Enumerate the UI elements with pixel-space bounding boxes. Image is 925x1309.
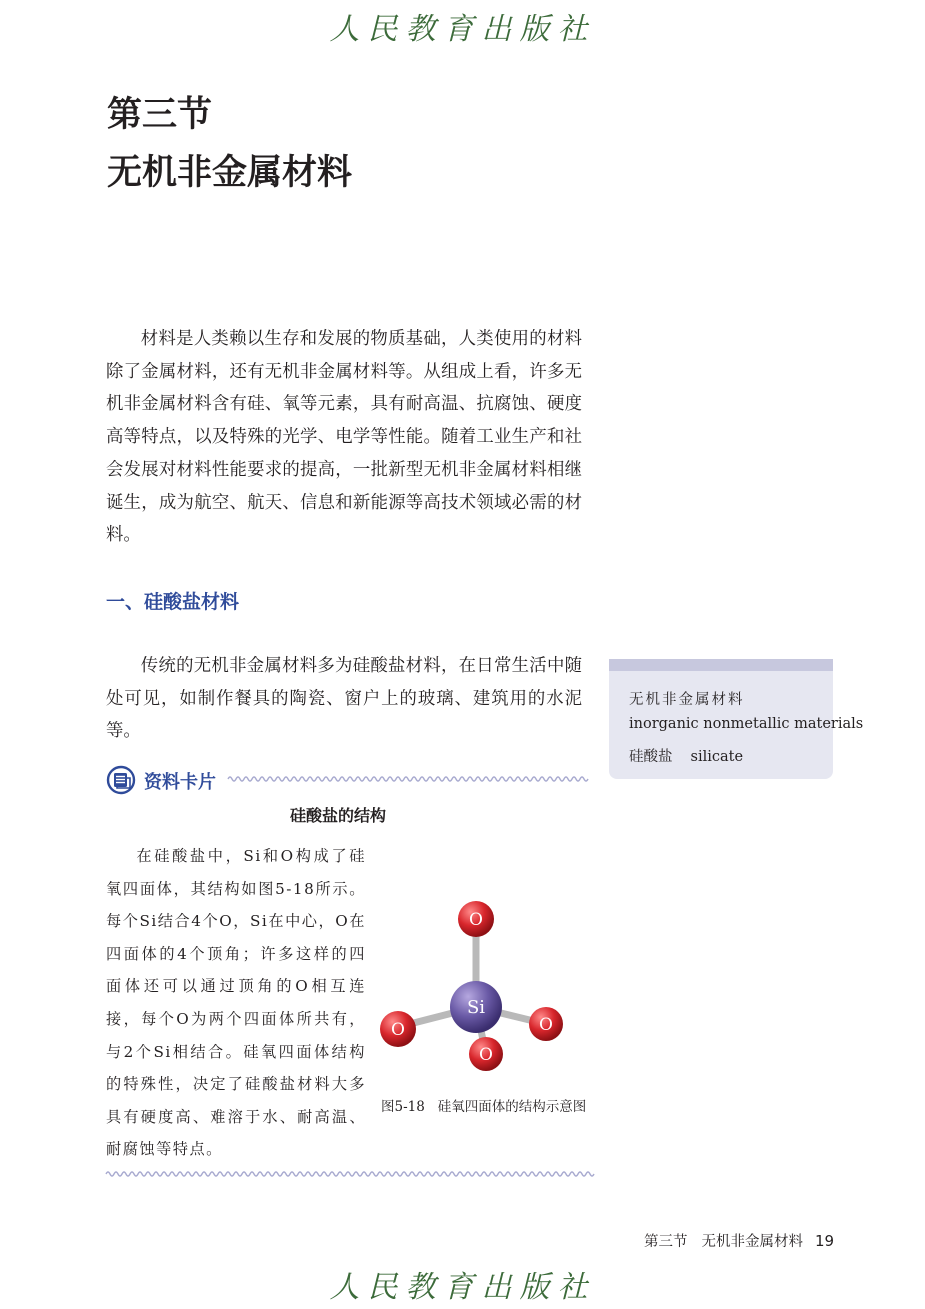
footer-section: 第三节: [644, 1234, 688, 1250]
figure-caption: [381, 1095, 586, 1115]
silicate-paragraph: 传统的无机非金属材料多为硅酸盐材料，在日常生活中随处可见，如制作餐具的陶瓷、窗户上的玻璃、建筑用的水泥等。: [106, 656, 582, 742]
footer-title: 无机非金属材料: [701, 1234, 803, 1250]
wavy-divider-top: [228, 773, 590, 785]
figure-caption-text: 硅氧四面体的结构示意图: [437, 1099, 587, 1115]
glossary-term2-en: silicate: [690, 749, 744, 765]
page-number: 19: [815, 1232, 835, 1250]
svg-text:O: O: [469, 910, 483, 930]
oxygen-atom-top: [458, 901, 494, 937]
info-card-title: 资料卡片: [144, 772, 216, 793]
page-footer: [644, 1230, 834, 1251]
figure-number: 图5-18: [381, 1099, 425, 1115]
svg-text:O: O: [391, 1020, 405, 1040]
info-card-subtitle: 硅酸盐的结构: [290, 806, 387, 825]
heading-silicate-materials: 一、硅酸盐材料: [106, 591, 240, 613]
oxygen-atom-right: [529, 1007, 563, 1041]
oxygen-atom-bottom: [469, 1037, 503, 1071]
svg-text:O: O: [479, 1045, 493, 1065]
section-name: 无机非金属材料: [107, 153, 353, 193]
svg-text:Si: Si: [466, 997, 486, 1018]
glossary-top-bar: [609, 659, 833, 671]
glossary-box: [609, 659, 864, 779]
glossary-term1-zh: 无机非金属材料: [629, 692, 745, 708]
oxygen-atom-left: [380, 1011, 416, 1047]
glossary-term2: [629, 745, 743, 766]
info-card-text: 在硅酸盐中，Si和O构成了硅氧四面体，其结构如图5-18所示。每个Si结合4个O，Si在中心，O在四面体的4个顶角；许多这样的四面体还可以通过顶角的O相互连接，每个O为两个四面体所共有，与2个Si相结合。硅氧四面体结构的特殊性，决定了硅酸盐材料大多具有硬度高、难溶于水、耐高温、耐腐蚀等特点。: [106, 847, 366, 1159]
silicon-atom-center: [450, 981, 502, 1033]
document-icon: [106, 765, 136, 795]
section-title: [107, 86, 352, 202]
publisher-watermark-bottom: 人民教育出版社: [329, 1270, 596, 1305]
silicon-oxygen-tetrahedron-diagram: [376, 897, 576, 1077]
glossary-term1-en: inorganic nonmetallic materials: [629, 716, 864, 732]
publisher-watermark-top: 人民教育出版社: [329, 12, 596, 47]
intro-paragraph: 材料是人类赖以生存和发展的物质基础，人类使用的材料除了金属材料，还有无机非金属材料等。从组成上看，许多无机非金属材料含有硅、氧等元素，具有耐高温、抗腐蚀、硬度高等特点，以及特殊的光学、电学等性能。随着工业生产和社会发展对材料性能要求的提高，一批新型无机非金属材料相继诞生，成为航空、航天、信息和新能源等高技术领域必需的材料。: [106, 329, 582, 546]
section-number: 第三节: [107, 95, 213, 135]
wavy-divider-bottom: [106, 1168, 590, 1180]
glossary-term2-zh: 硅酸盐: [629, 749, 673, 765]
svg-text:O: O: [539, 1015, 553, 1035]
